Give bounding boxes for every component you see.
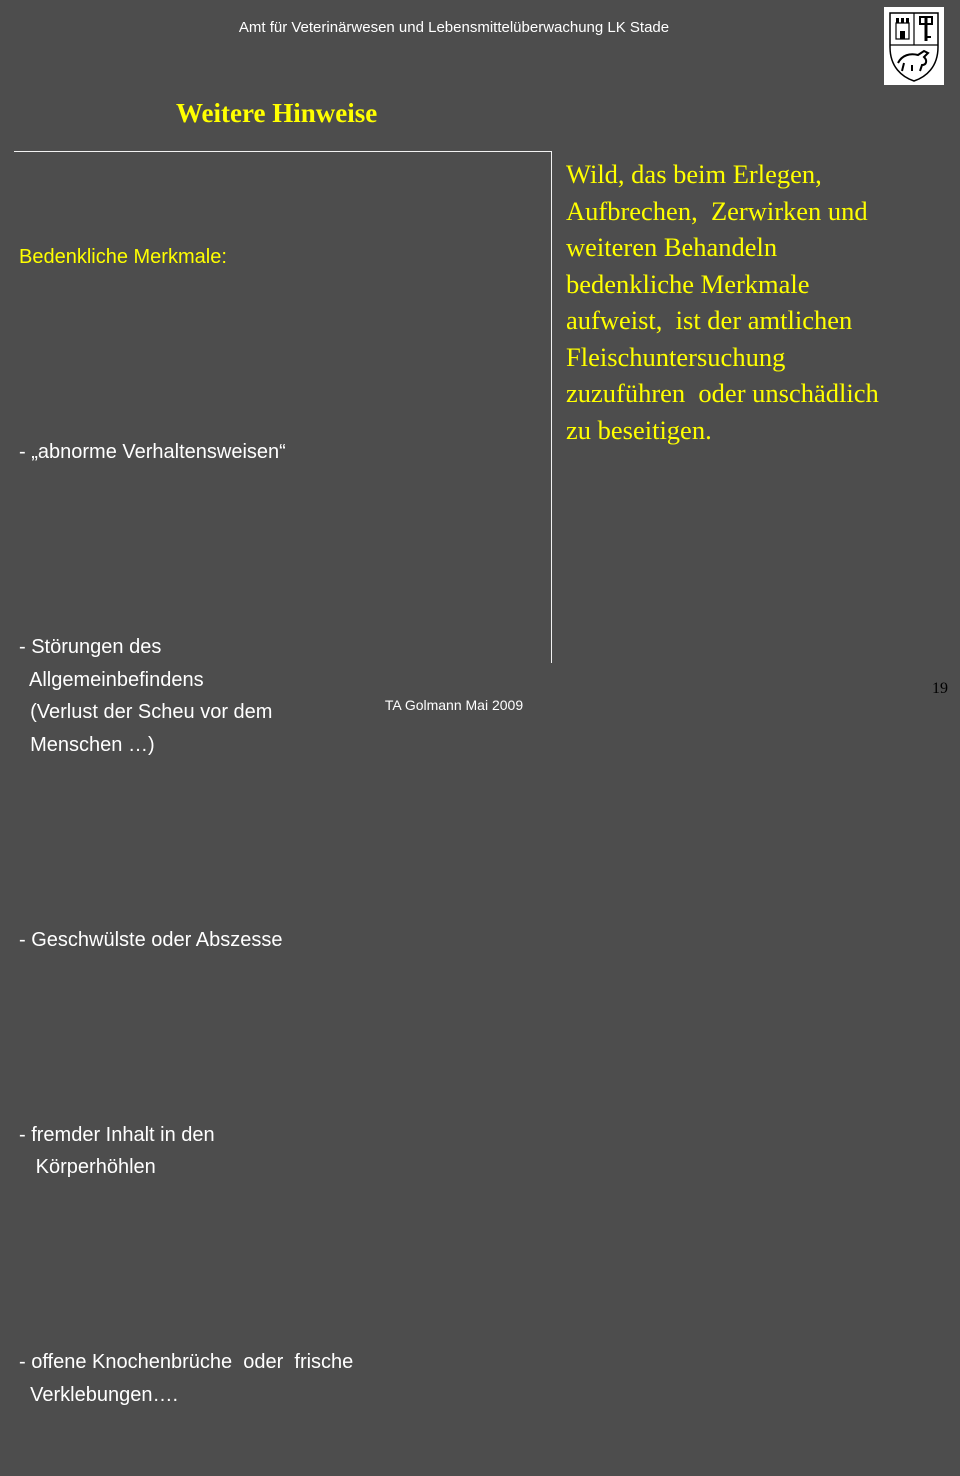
feature-item: - offene Knochenbrüche oder frische Verklebungen…. [19, 1351, 354, 1406]
spacer [19, 339, 539, 372]
spacer [19, 1249, 539, 1282]
authority-header: Amt für Veterinärwesen und Lebensmittelüberwachung LK Stade [238, 19, 670, 36]
features-heading: Bedenkliche Merkmale: [19, 246, 227, 268]
feature-item: - Störungen des Allgemeinbefindens (Verlust der Scheu vor dem Menschen …) [19, 636, 273, 756]
feature-item: - fremder Inhalt in den Körperhöhlen [19, 1123, 215, 1178]
info-text: Wild, das beim Erlegen, Aufbrechen, Zerwirken und weiteren Behandeln bedenkliche Merkmale aufweist, ist der amtlichen Fleischuntersuchung zuzuführen oder unschädlich zu beseitigen. [566, 159, 879, 445]
feature-item: - „abnorme Verhaltensweisen“ [19, 441, 286, 463]
features-list [19, 176, 539, 1476]
spacer [19, 826, 539, 859]
page-number: 19 [932, 680, 948, 697]
coat-of-arms-icon [884, 7, 944, 85]
spacer [19, 534, 539, 567]
slide-title: Weitere Hinweise [176, 98, 378, 128]
coat-of-arms-emblem [884, 7, 944, 85]
spacer [19, 1021, 539, 1054]
feature-item: - Geschwülste oder Abszesse [19, 928, 283, 951]
footer-credit: TA Golmann Mai 2009 [384, 697, 524, 713]
